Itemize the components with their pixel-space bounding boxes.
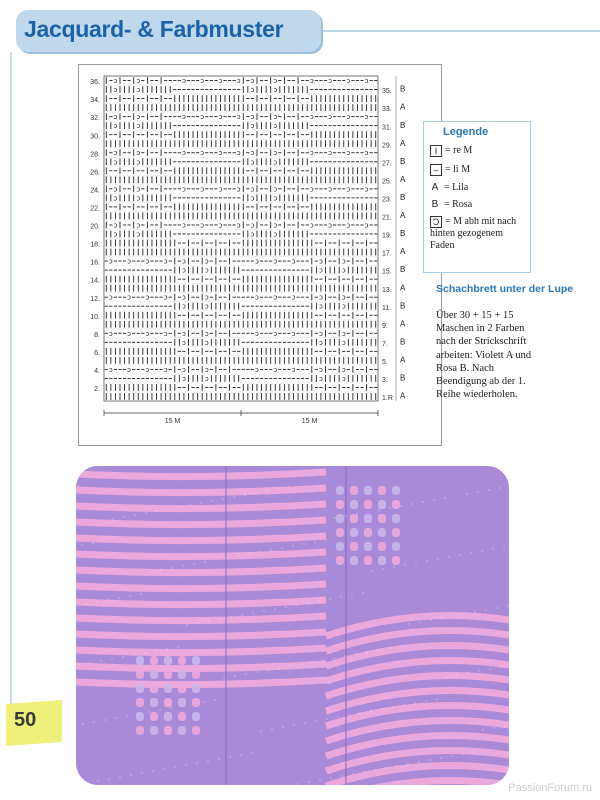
svg-text:ɔ: ɔ [273,221,278,230]
svg-text:ɔ: ɔ [127,365,132,374]
row-label-right: 1.R [382,395,393,403]
svg-text:ɔ: ɔ [136,149,141,158]
svg-text:ɔ: ɔ [273,77,278,86]
legend-text: = Rosa [444,199,473,210]
legend-item [430,182,526,194]
legend-symbol-icon: – [430,164,442,176]
svg-text:ɔ: ɔ [250,194,255,203]
svg-text:ɔ: ɔ [163,293,168,302]
svg-text:ɔ: ɔ [328,149,332,158]
svg-text:ɔ: ɔ [113,86,118,95]
svg-text:ɔ: ɔ [136,230,141,239]
svg-text:ɔ: ɔ [341,293,346,302]
row-label-left: 32. [90,115,100,123]
row-label-right: 7. [382,340,388,348]
row-label-right: 19. [382,232,392,240]
svg-text:ɔ: ɔ [181,149,186,158]
svg-text:ɔ: ɔ [145,293,150,302]
row-label-left: 10. [90,313,100,321]
row-label-right: 9. [382,322,388,330]
svg-text:ɔ: ɔ [273,122,278,131]
svg-text:ɔ: ɔ [145,365,150,374]
svg-text:ɔ: ɔ [255,329,259,338]
svg-text:ɔ: ɔ [328,77,332,86]
svg-text:ɔ: ɔ [181,302,186,311]
svg-text:ɔ: ɔ [318,374,323,383]
row-label-right: 5. [382,358,388,366]
svg-text:ɔ: ɔ [113,113,118,122]
color-marker: B [400,265,406,275]
svg-text:ɔ: ɔ [163,329,168,338]
svg-text:ɔ: ɔ [364,113,369,122]
svg-text:ɔ: ɔ [181,365,186,374]
color-marker: B [400,337,406,347]
svg-text:ɔ: ɔ [341,374,346,383]
row-label-left: 24. [90,187,100,195]
svg-text:ɔ: ɔ [273,230,278,239]
legend-title: Legende [443,126,489,138]
svg-text:ɔ: ɔ [163,365,168,374]
svg-text:ɔ: ɔ [328,221,332,230]
description-text: Über 30 + 15 + 15 Maschen in 2 Farben nach der Strickschrift arbeiten: Violett A und Rosa B. Nach Beendigung ab der 1. Reihe wiederholen. [436,310,532,401]
row-label-left: 14. [90,277,100,285]
svg-text:ɔ: ɔ [218,185,223,194]
svg-text:ɔ: ɔ [364,77,369,86]
row-label-right: 29. [382,142,392,150]
svg-text:ɔ: ɔ [328,185,332,194]
svg-text:ɔ: ɔ [181,266,186,275]
svg-text:ɔ: ɔ [181,374,186,383]
row-label-right: 13. [382,286,392,294]
svg-text:ɔ: ɔ [341,257,346,266]
svg-text:ɔ: ɔ [236,77,241,86]
left-margin-rule [10,52,12,742]
row-label-right: 21. [382,214,392,222]
color-marker: A [400,138,406,148]
svg-text:ɔ: ɔ [318,365,323,374]
svg-text:ɔ: ɔ [250,77,255,86]
knitted-swatch-photo [76,466,509,785]
svg-text:ɔ: ɔ [346,149,351,158]
svg-text:ɔ: ɔ [181,113,186,122]
svg-text:ɔ: ɔ [273,329,278,338]
row-label-left: 16. [90,259,100,267]
svg-text:ɔ: ɔ [181,221,186,230]
svg-text:ɔ: ɔ [318,338,323,347]
row-label-left: 26. [90,169,100,177]
color-marker: A [400,319,406,329]
color-marker: A [400,247,406,257]
svg-text:ɔ: ɔ [250,149,255,158]
svg-text:ɔ: ɔ [127,257,132,266]
svg-text:ɔ: ɔ [364,221,369,230]
color-marker: B [400,120,406,130]
svg-text:ɔ: ɔ [250,86,255,95]
svg-text:ɔ: ɔ [136,113,141,122]
svg-text:ɔ: ɔ [250,113,255,122]
svg-text:ɔ: ɔ [346,185,351,194]
svg-text:ɔ: ɔ [341,329,346,338]
svg-text:ɔ: ɔ [273,149,278,158]
svg-text:ɔ: ɔ [273,257,278,266]
svg-text:ɔ: ɔ [218,221,223,230]
svg-text:ɔ: ɔ [108,365,113,374]
svg-text:ɔ: ɔ [309,149,314,158]
svg-text:ɔ: ɔ [364,149,369,158]
svg-text:ɔ: ɔ [136,194,141,203]
legend-text: = re M [445,145,473,156]
row-label-left: 12. [90,295,100,303]
row-label-left: 28. [90,151,100,159]
row-label-right: 25. [382,178,392,186]
svg-text:ɔ: ɔ [273,293,278,302]
svg-text:ɔ: ɔ [346,77,351,86]
svg-text:ɔ: ɔ [341,266,346,275]
svg-text:ɔ: ɔ [200,185,205,194]
color-marker: A [400,355,406,365]
color-marker: B [400,229,406,239]
color-marker: B [400,373,406,383]
row-label-right: 15. [382,268,392,276]
svg-text:ɔ: ɔ [250,122,255,131]
svg-text:ɔ: ɔ [250,185,255,194]
knitting-chart [78,64,440,444]
svg-text:ɔ: ɔ [113,122,118,131]
watermark: PassionForum.ru [508,782,592,794]
svg-text:ɔ: ɔ [218,77,223,86]
svg-text:ɔ: ɔ [236,221,241,230]
svg-text:ɔ: ɔ [200,221,205,230]
svg-text:ɔ: ɔ [108,293,113,302]
legend-symbol-icon: I [430,145,442,157]
svg-text:ɔ: ɔ [145,257,150,266]
svg-text:ɔ: ɔ [113,230,118,239]
svg-text:ɔ: ɔ [204,329,209,338]
svg-text:ɔ: ɔ [291,329,296,338]
row-label-right: 3. [382,377,388,385]
svg-text:ɔ: ɔ [318,257,323,266]
row-label-left: 4. [94,368,100,376]
svg-text:ɔ: ɔ [291,257,296,266]
svg-text:ɔ: ɔ [318,329,323,338]
color-marker: A [400,102,406,112]
svg-text:ɔ: ɔ [136,122,141,131]
color-marker: A [400,174,406,184]
svg-text:ɔ: ɔ [346,221,351,230]
svg-text:ɔ: ɔ [127,329,132,338]
svg-text:ɔ: ɔ [236,185,241,194]
svg-text:ɔ: ɔ [236,149,241,158]
legend-symbol-icon: A [431,182,439,193]
svg-text:ɔ: ɔ [236,113,241,122]
svg-text:ɔ: ɔ [200,77,205,86]
svg-text:ɔ: ɔ [341,365,346,374]
svg-text:ɔ: ɔ [218,113,223,122]
svg-text:ɔ: ɔ [113,149,118,158]
row-label-left: 6. [94,349,100,357]
row-label-left: 36. [90,79,100,87]
svg-text:ɔ: ɔ [181,329,186,338]
svg-text:ɔ: ɔ [113,77,118,86]
svg-text:ɔ: ɔ [309,113,314,122]
svg-text:ɔ: ɔ [255,365,259,374]
svg-text:ɔ: ɔ [113,158,118,167]
row-label-right: 23. [382,196,392,204]
svg-text:ɔ: ɔ [341,338,346,347]
row-label-left: 2. [94,386,100,394]
legend-text: = M abh mit nach hinten gezogenem Faden [430,216,517,251]
row-label-right: 35. [382,88,392,96]
legend-item [430,199,526,211]
description-title: Schachbrett unter der Lupe [436,283,574,295]
row-label-right: 17. [382,250,392,258]
svg-text:ɔ: ɔ [136,86,141,95]
svg-text:ɔ: ɔ [181,257,186,266]
svg-text:ɔ: ɔ [273,365,278,374]
svg-text:ɔ: ɔ [204,302,209,311]
legend-item [430,145,526,157]
svg-text:ɔ: ɔ [200,149,205,158]
svg-text:ɔ: ɔ [318,302,323,311]
svg-text:ɔ: ɔ [364,185,369,194]
legend-text: = Lila [444,182,469,193]
svg-text:ɔ: ɔ [291,293,296,302]
color-marker: A [400,283,406,293]
row-label-left: 30. [90,133,100,141]
row-label-left: 22. [90,205,100,213]
color-marker: A [400,391,406,401]
row-label-right: 27. [382,160,392,168]
svg-text:ɔ: ɔ [136,221,141,230]
svg-text:ɔ: ɔ [108,329,113,338]
svg-text:ɔ: ɔ [136,77,141,86]
page-number: 50 [14,709,37,731]
svg-text:ɔ: ɔ [181,185,186,194]
svg-text:ɔ: ɔ [250,230,255,239]
color-marker: B [400,84,406,94]
svg-text:ɔ: ɔ [200,113,205,122]
color-marker: B [400,301,406,311]
row-label-left: 18. [90,241,100,249]
svg-text:ɔ: ɔ [318,293,323,302]
svg-text:ɔ: ɔ [204,266,209,275]
svg-text:ɔ: ɔ [204,293,209,302]
legend-text: = li M [445,164,471,175]
svg-text:ɔ: ɔ [273,194,278,203]
svg-text:ɔ: ɔ [273,185,278,194]
svg-text:ɔ: ɔ [163,257,168,266]
svg-text:ɔ: ɔ [136,158,141,167]
row-label-left: 8. [94,331,100,339]
color-marker: A [400,211,406,221]
legend-item [430,216,526,252]
color-marker: B [400,192,406,202]
svg-text:ɔ: ɔ [136,185,141,194]
swatch-image [76,466,509,785]
svg-text:ɔ: ɔ [273,86,278,95]
svg-text:ɔ: ɔ [108,257,113,266]
svg-text:ɔ: ɔ [250,221,255,230]
row-label-right: 31. [382,124,392,132]
svg-text:ɔ: ɔ [204,365,209,374]
svg-text:ɔ: ɔ [204,257,209,266]
legend-item [430,164,526,176]
row-label-right: 11. [382,304,392,312]
svg-text:ɔ: ɔ [273,158,278,167]
header-rule [290,30,600,32]
svg-text:ɔ: ɔ [309,185,314,194]
legend-symbol-icon: B [431,199,439,210]
svg-text:ɔ: ɔ [181,77,186,86]
svg-text:ɔ: ɔ [181,293,186,302]
svg-text:ɔ: ɔ [113,185,118,194]
svg-text:ɔ: ɔ [218,149,223,158]
svg-text:ɔ: ɔ [255,257,259,266]
legend-symbol-icon: Ɔ [430,216,442,228]
svg-text:ɔ: ɔ [328,113,332,122]
svg-text:ɔ: ɔ [204,338,209,347]
svg-text:ɔ: ɔ [250,158,255,167]
svg-text:ɔ: ɔ [181,338,186,347]
svg-text:ɔ: ɔ [309,221,314,230]
svg-text:ɔ: ɔ [346,113,351,122]
svg-text:ɔ: ɔ [318,266,323,275]
row-label-right: 33. [382,106,392,114]
svg-text:ɔ: ɔ [204,374,209,383]
svg-text:ɔ: ɔ [309,77,314,86]
svg-text:ɔ: ɔ [273,113,278,122]
svg-text:ɔ: ɔ [113,221,118,230]
color-marker: B [400,156,406,166]
svg-text:ɔ: ɔ [291,365,296,374]
page-title: Jacquard- & Farbmuster [24,16,284,42]
svg-text:ɔ: ɔ [145,329,150,338]
row-label-left: 34. [90,97,100,105]
svg-text:ɔ: ɔ [127,293,132,302]
svg-text:ɔ: ɔ [341,302,346,311]
svg-text:ɔ: ɔ [113,194,118,203]
repeat-label: 15 M [301,418,318,425]
row-label-left: 20. [90,223,100,231]
svg-text:ɔ: ɔ [255,293,259,302]
repeat-label: 15 M [164,418,181,425]
